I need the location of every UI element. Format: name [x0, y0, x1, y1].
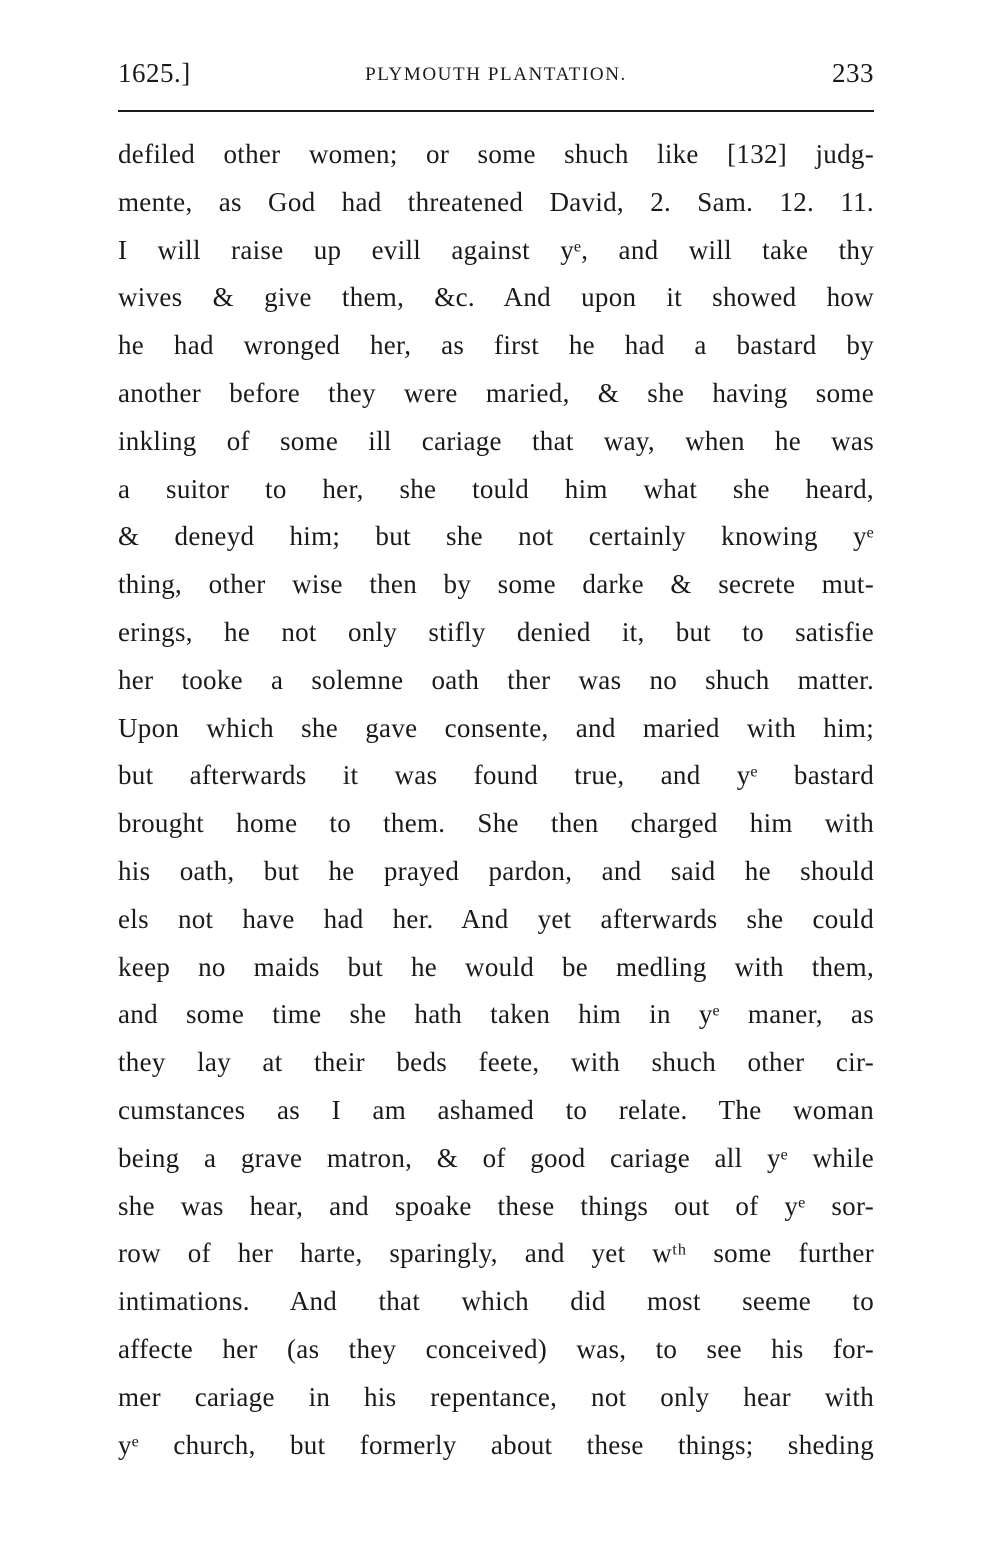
text-line: brought home to them. She then charged him with: [118, 808, 874, 839]
text-line: another before they were maried, & she having some: [118, 377, 874, 408]
text-line: and some time she hath taken him in yᵉ maner, as: [118, 999, 874, 1030]
text-line: his oath, but he prayed pardon, and said he should: [118, 855, 874, 886]
text-line: els not have had her. And yet afterwards she could: [118, 903, 874, 934]
text-line: row of her harte, sparingly, and yet wᵗʰ some further: [118, 1238, 874, 1269]
text-line: a suitor to her, she tould him what she heard,: [118, 473, 874, 504]
text-line: but afterwards it was found true, and yᵉ bastard: [118, 760, 874, 791]
text-line: inkling of some ill cariage that way, when he was: [118, 425, 874, 456]
text-line: Upon which she gave consente, and maried with him;: [118, 712, 874, 743]
text-line: intimations. And that which did most seeme to: [118, 1286, 874, 1317]
text-line: defiled other women; or some shuch like [132] judg-: [118, 139, 874, 169]
text-line: he had wronged her, as first he had a bastard by: [118, 330, 874, 361]
text-line: affecte her (as they conceived) was, to see his for-: [118, 1333, 874, 1364]
text-line: mer cariage in his repentance, not only hear with: [118, 1381, 874, 1412]
text-line: I will raise up evill against yᵉ, and will take thy: [118, 234, 874, 265]
text-line: & deneyd him; but she not certainly knowing yᵉ: [118, 521, 874, 552]
text-line: wives & give them, &c. And upon it showed how: [118, 282, 874, 313]
text-line: they lay at their beds feete, with shuch other cir-: [118, 1047, 874, 1078]
text-line: she was hear, and spoake these things out of yᵉ sor-: [118, 1190, 874, 1221]
text-line: thing, other wise then by some darke & secrete mut-: [118, 569, 874, 600]
text-line: mente, as God had threatened David, 2. Sam. 12. 11.: [118, 186, 874, 217]
text-line: erings, he not only stifly denied it, but to satisfie: [118, 616, 874, 647]
page-number: 233: [832, 58, 874, 88]
running-header: [118, 52, 874, 96]
text-line: being a grave matron, & of good cariage all yᵉ while: [118, 1142, 874, 1173]
text-line: cumstances as I am ashamed to relate. The woman: [118, 1094, 874, 1125]
text-line: her tooke a solemne oath ther was no shuch matter.: [118, 664, 874, 695]
text-line: keep no maids but he would be medling with them,: [118, 951, 874, 982]
text-line: yᵉ church, but formerly about these things; sheding: [118, 1429, 874, 1460]
body-text: [118, 131, 874, 1469]
header-title: PLYMOUTH PLANTATION.: [365, 64, 627, 85]
header-year: 1625.]: [118, 58, 191, 88]
header-rule: [118, 110, 874, 112]
